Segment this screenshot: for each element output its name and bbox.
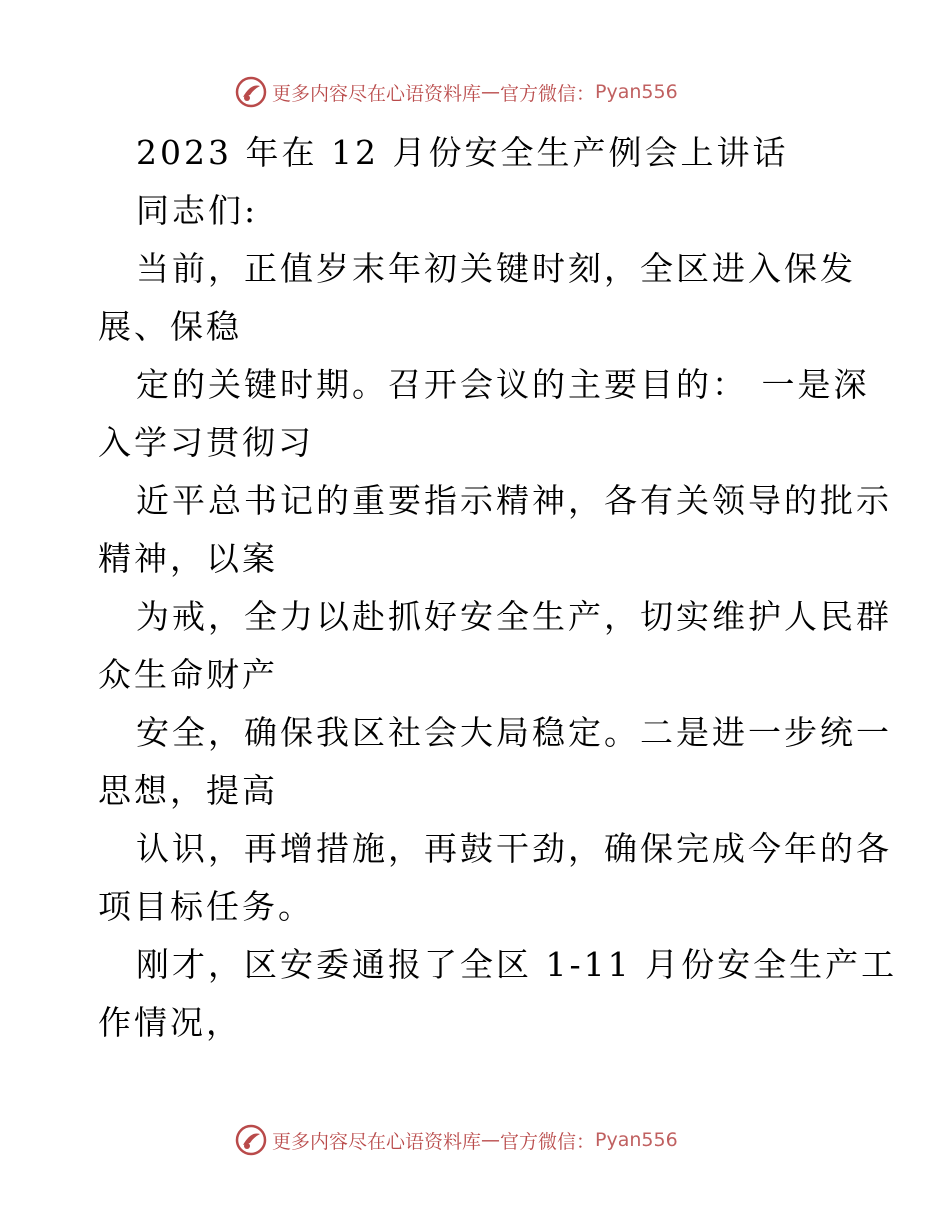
paragraph-line: 当前，正值岁末年初关键时刻，全区进入保发 xyxy=(136,249,856,288)
header-watermark xyxy=(234,72,714,112)
watermark-dash: — xyxy=(481,81,501,103)
brand-logo-icon xyxy=(234,1123,268,1157)
document-body xyxy=(98,124,898,1052)
paragraph-line: 同志们: xyxy=(136,191,259,230)
paragraph-line: 刚才，区安委通报了全区 1-11 月份安全生产工 xyxy=(136,945,898,984)
watermark-text: 更多内容尽在心语资料库 xyxy=(272,82,482,105)
paragraph-line: 作情况， xyxy=(98,1003,242,1042)
paragraph-line: 近平总书记的重要指示精神，各有关领导的批示 xyxy=(136,481,892,520)
paragraph-line: 为戒，全力以赴抓好安全生产，切实维护人民群 xyxy=(136,597,892,636)
paragraph-line: 入学习贯彻习 xyxy=(98,423,314,462)
paragraph-line: 定的关键时期。召开会议的主要目的： 一是深 xyxy=(136,365,870,404)
paragraph-line: 认识，再增措施，再鼓干劲，确保完成今年的各 xyxy=(136,829,892,868)
watermark-dash: — xyxy=(481,1129,501,1151)
paragraph-line: 项目标任务。 xyxy=(98,887,314,926)
paragraph-line: 众生命财产 xyxy=(98,655,278,694)
document-title: 2023 年在 12 月份安全生产例会上讲话 xyxy=(136,133,789,172)
watermark-official: 官方微信： xyxy=(500,82,596,105)
paragraph-line: 安全，确保我区社会大局稳定。二是进一步统一 xyxy=(136,713,892,752)
watermark-wechat-id: Pyan556 xyxy=(595,81,678,103)
paragraph-line: 展、保稳 xyxy=(98,307,242,346)
footer-watermark xyxy=(234,1120,714,1160)
brand-logo-icon xyxy=(234,75,268,109)
watermark-wechat-id: Pyan556 xyxy=(595,1129,678,1151)
watermark-official: 官方微信： xyxy=(500,1130,596,1153)
watermark-text: 更多内容尽在心语资料库 xyxy=(272,1130,482,1153)
paragraph-line: 思想，提高 xyxy=(98,771,278,810)
paragraph-line: 精神，以案 xyxy=(98,539,278,578)
